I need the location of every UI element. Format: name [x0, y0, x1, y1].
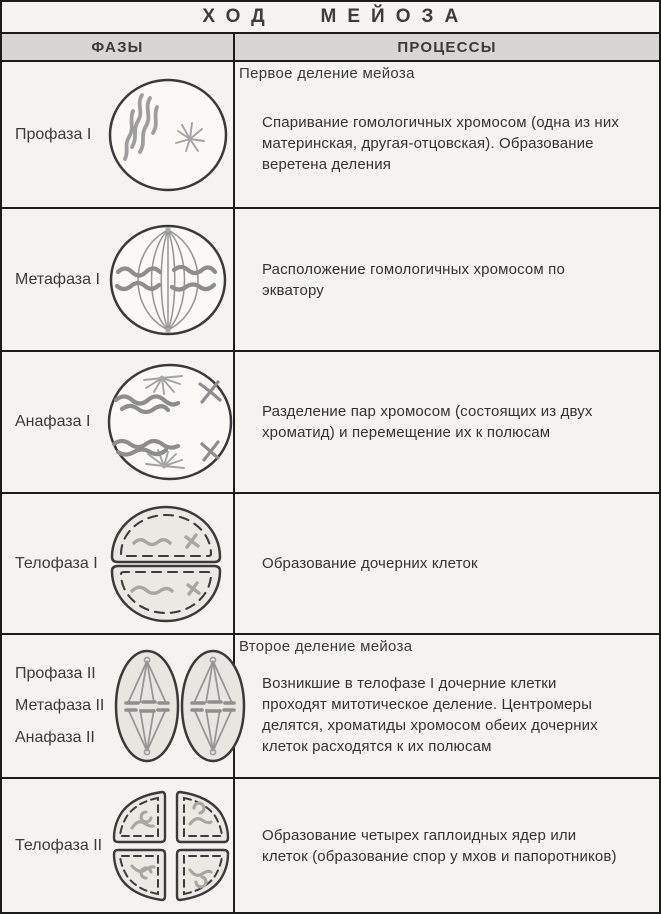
process-text: Расположение гомологичных хромосом по экватору [262, 260, 565, 299]
process-cell [235, 635, 659, 777]
table-row-telophase1 [2, 492, 659, 633]
page-title: ХОД МЕЙОЗА [202, 6, 470, 27]
phase-labels [15, 271, 100, 289]
process-cell [235, 62, 659, 207]
table-row-metaphase1 [2, 207, 659, 350]
table-row-division2 [2, 633, 659, 777]
table-row-anaphase1 [2, 350, 659, 492]
metaphase1-cell-diagram [106, 222, 230, 338]
phase-label: Профаза I [15, 125, 92, 143]
column-header-processes: ПРОЦЕССЫ [397, 38, 497, 56]
phase-label: Телофаза II [15, 836, 103, 854]
process-text: Образование дочерних клеток [262, 555, 478, 572]
section-heading-division1: Первое деление мейоза [239, 65, 415, 82]
process-cell [235, 779, 659, 912]
four-haploid-cells [114, 792, 228, 900]
table-row-prophase1 [2, 62, 659, 207]
phase-label: Телофаза I [15, 554, 98, 572]
phase-label: Анафаза II [15, 729, 95, 746]
column-header-phases: ФАЗЫ [2, 34, 235, 60]
anaphase1-cell-diagram [106, 362, 234, 482]
section-heading-division2: Второе деление мейоза [239, 638, 413, 655]
phase-labels [15, 126, 91, 144]
process-cell [235, 209, 659, 350]
process-text: Спаривание гомологичных хромосом (одна из них материнская, другая-отцовская). Образование веретена деления [262, 114, 620, 173]
telophase2-cells-diagram [110, 786, 232, 906]
phase-cell [2, 779, 235, 912]
phase-label: Метафаза II [15, 697, 105, 714]
telophase1-cell-diagram [106, 505, 226, 623]
process-cell [235, 352, 659, 492]
phase-cell [2, 62, 235, 207]
phase-cell [2, 209, 235, 350]
phase-label: Метафаза I [15, 270, 100, 288]
phase-labels [15, 413, 90, 431]
process-text: Образование четырех гаплоидных ядер или клеток (образование спор у мхов и папоротников) [262, 826, 617, 865]
table-header-row [2, 32, 659, 62]
phase-cell [2, 494, 235, 633]
process-cell [235, 494, 659, 633]
phase-label: Профаза II [15, 665, 96, 682]
phase-cell [2, 352, 235, 492]
prophase1-cell-diagram [106, 77, 230, 193]
phase-labels [15, 837, 102, 855]
process-text: Возникшие в телофазе I дочерние клетки проходят митотическое деление. Центромеры делятся, хроматиды хромосом обеих дочерних клеток расходятся к их полюсам [262, 675, 598, 755]
table-row-telophase2 [2, 777, 659, 912]
division2-cells-diagram [114, 647, 246, 765]
phase-cell [2, 635, 235, 777]
process-text: Разделение пар хромосом (состоящих из двух хроматид) и перемещение их к полюсам [262, 403, 593, 441]
phase-labels [15, 555, 98, 573]
table-title-row [2, 2, 659, 32]
phase-labels [15, 665, 104, 747]
phase-label: Анафаза I [15, 413, 91, 430]
